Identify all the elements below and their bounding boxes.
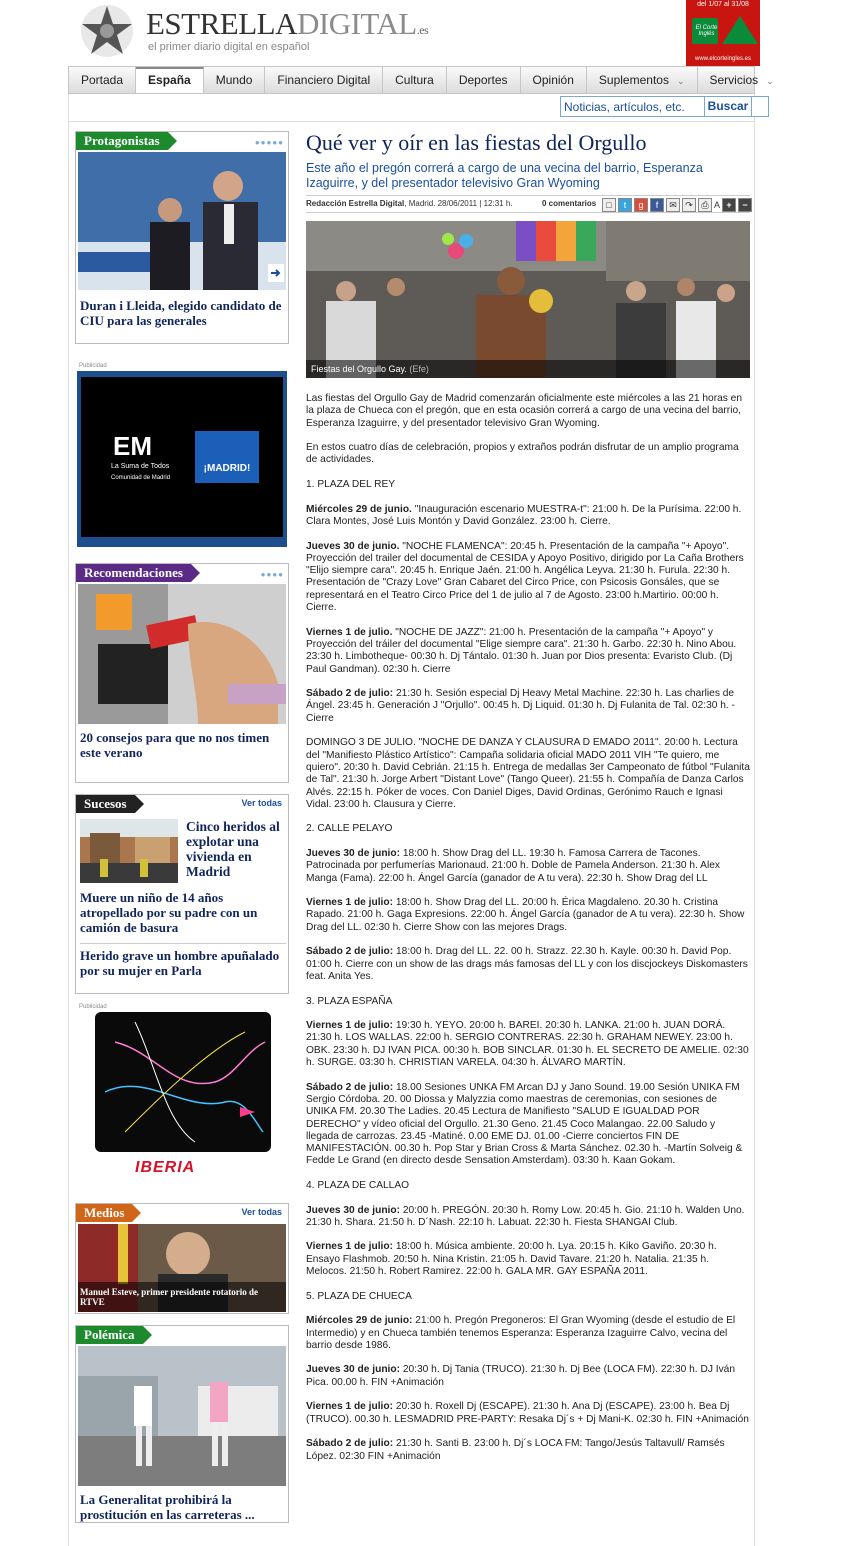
ad-url: www.elcorteingles.es — [694, 56, 752, 62]
paragraph-text: 5. PLAZA DE CHUECA — [306, 1290, 412, 1302]
article-paragraph — [306, 1315, 750, 1352]
medios-tab[interactable]: Medios — [76, 1204, 132, 1222]
iberia-ad[interactable] — [95, 1012, 271, 1152]
corte-ingles-logo-icon: El Corte Inglés — [692, 18, 718, 44]
sucesos-item-2[interactable]: Muere un niño de 14 años atropellado por su padre con un camión de basura — [80, 890, 258, 935]
duran-lleida-photo[interactable] — [78, 152, 286, 290]
nav-cultura[interactable]: Cultura — [383, 67, 447, 93]
recomendaciones-tab[interactable]: Recomendaciones — [76, 564, 191, 582]
corte-ingles-ad[interactable] — [686, 0, 760, 66]
carousel-dots[interactable]: ●●●● — [260, 570, 284, 579]
article-body — [306, 393, 750, 1475]
carretera-photo[interactable] — [78, 1346, 286, 1486]
sucesos-item-3[interactable]: Herido grave un hombre apuñalado por su mujer en Parla — [80, 948, 280, 978]
ad1-text2: Comunidad de Madrid — [111, 475, 171, 481]
recomendaciones-box — [75, 563, 289, 783]
article-paragraph — [306, 737, 750, 811]
recomendaciones-headline[interactable]: 20 consejos para que no nos timen este verano — [80, 730, 270, 760]
ad-dates: del 1/07 al 31/08 — [697, 1, 749, 8]
em-logo-icon: EM — [113, 431, 152, 461]
atm-photo[interactable] — [78, 584, 286, 724]
nav-servicios[interactable] — [698, 67, 786, 93]
nav-servicios-label: Servicios — [709, 73, 759, 87]
nav-deportes[interactable]: Deportes — [447, 67, 521, 93]
paragraph-text: 1. PLAZA DEL REY — [306, 479, 396, 491]
paragraph-day-label: Jueves 30 de junio: — [306, 847, 400, 859]
paragraph-text: "NOCHE FLAMENCA": 20:45 h. Presentación de la campaña "+ Apoyo". Proyección del trailer del documental de CESIDA y Apoyo Positivo, dirigido por La Caña Brothers "Elijo siempre cara". 20:45 h. Enrique Jaén. 21:00 h. Angélica Leyva. 21:30 h. Furula. 22:30 h. Presentación de "Crazy Love" Gran Cabaret del Circo Price, con Psicosis Gonsáles, que se representará en el Teatro Circo Price del 1 de julio al 7 de Agosto. 23:00 h.Martirio. 00:00 h. Cierre. — [306, 540, 744, 614]
article-paragraph — [306, 1401, 750, 1426]
chevron-down-icon: ⌄ — [766, 76, 774, 86]
article-paragraph — [306, 823, 750, 835]
medios-box — [75, 1203, 289, 1314]
facebook-icon[interactable]: f — [650, 198, 664, 212]
paragraph-text: "Inauguración escenario MUESTRA-t": 21:00 h. De la Purísima. 22:00 h. Clara Montes, José Luis Montón y David González. 23:00 h. Cierre. — [306, 503, 742, 527]
paragraph-day-label: Jueves 30 de junio: — [306, 1364, 400, 1376]
ad1-text1: La Suma de Todos — [111, 463, 170, 470]
article-title: Qué ver y oír en las fiestas del Orgullo — [306, 130, 647, 155]
iberia-logo: IBERIA — [135, 1159, 196, 1176]
photo-caption — [306, 360, 750, 378]
star-logo-icon[interactable] — [72, 2, 142, 60]
paragraph-text: 21:30 h. Sesión especial Dj Heavy Metal Machine. 22:30 h. Las charlies de Ángel. 23:45 h. Generación J "Orjullo". 00:45 h. Dj Liquid. 01:30 h. Dj Fulanita de Tal. 02:30 h. - Cierre — [306, 688, 735, 724]
article-paragraph — [306, 1241, 750, 1278]
search-button[interactable]: Buscar — [704, 96, 752, 117]
search-bar — [68, 94, 755, 122]
medios-caption[interactable]: Manuel Esteve, primer presidente rotatorio de RTVE — [80, 1287, 258, 1307]
article-dateline: , Madrid. 28/06/2011 | 12:31 h. — [404, 199, 513, 208]
nav-mundo[interactable]: Mundo — [204, 67, 266, 93]
ad-label: Publicidad — [79, 1004, 107, 1010]
email-icon[interactable]: ✉ — [666, 198, 680, 212]
triangle-icon — [722, 16, 758, 44]
site-header — [0, 0, 850, 66]
carousel-dots[interactable]: ●●●●● — [254, 138, 284, 147]
nav-opinion[interactable]: Opinión — [521, 67, 587, 93]
photo-source: (Efe) — [409, 364, 429, 374]
paragraph-day-label: Sábado 2 de julio: — [306, 946, 394, 958]
chevron-down-icon: ⌄ — [676, 76, 685, 86]
paragraph-text: 18:00 h. Música ambiente. 20:00 h. Lya. 20:15 h. Kiko Gaviño. 20:30 h. Ensayo Flashmob. 20:50 h. Nina Kristin. 21:05 h. David Tavare. 21:20 h. Natalia. 21:35 h. Melocos. 21:50 h. Robert Ramirez. 22:00 h. GALA MR. GAY ESPAÑA 2011. — [306, 1241, 717, 1278]
article-photo[interactable] — [306, 221, 750, 378]
polemica-headline[interactable]: La Generalitat prohibirá la prostitución en las carreteras ... — [80, 1492, 255, 1522]
article-paragraph — [306, 504, 750, 529]
ad1-text3: ¡MADRID! — [195, 431, 259, 483]
article-paragraph — [306, 1020, 750, 1069]
paragraph-text: "NOCHE DE JAZZ": 21:00 h. Presentación de la campaña "+ Apoyo" y Proyección del tráiler del documental "Elige siempre cara". 21:30 h. Garbo. 22:30 h. Nino Abou. 23:30 h. Limbotheque- 00:30 h. Dj Tántalo. 01:30 h. Juan por Dios presenta: Evaristo Club. (Dj Paul Gandman). 02:30 h. Cierre — [306, 626, 737, 675]
paragraph-text: 19:30 h. YEYO. 20:00 h. BAREI. 20:30 h. LANKA. 21:00 h. JUAN DORÁ. 21:30 h. LOS WALLAS. 22:00 h. SERGIO CONTRERAS. 22:30 h. GRAHAM NEWEY. 23:00 h. OBK. 23:30 h. DJ IVAN PICA. 00:30 h. BOB SINCLAR. 01:30 h. EL SECRETO DE AMELIE. 02:30 h. SURGE. 03:30 h. CHRISTIAN VARELA. 04:30 h. ÁLVARO MARTÍN. — [306, 1020, 749, 1069]
paragraph-day-label: Sábado 2 de julio: — [306, 1438, 394, 1450]
logo-suffix: .es — [416, 23, 429, 37]
comunidad-madrid-ad[interactable] — [77, 371, 287, 547]
protagonistas-headline[interactable]: Duran i Lleida, elegido candidato de CIU para las generales — [80, 298, 282, 328]
flight-map-icon — [95, 1012, 271, 1152]
comments-count[interactable]: 0 comentarios — [542, 199, 597, 208]
paragraph-text: 18:00 h. Drag del LL. 22. 00 h. Strazz. 22.30 h. Kayle. 00:30 h. David Pop. 01:00 h. Cierre con un show de las drags más famosas del LL y con los discjockeys Diskomasters feat. Anita Yes. — [306, 946, 748, 982]
share-tools — [602, 197, 752, 212]
article-paragraph — [306, 1180, 750, 1192]
paragraph-day-label: Jueves 30 de junio: — [306, 1204, 400, 1216]
comment-icon[interactable]: □ — [602, 198, 616, 212]
sucesos-box — [75, 794, 289, 994]
logo-accent: DIGITAL — [297, 6, 417, 41]
sucesos-tab[interactable]: Sucesos — [76, 795, 135, 813]
protagonistas-tab[interactable]: Protagonistas — [76, 132, 168, 150]
paragraph-day-label: Miércoles 29 de junio. — [306, 503, 412, 515]
font-size-icon: A — [714, 199, 721, 210]
article-author[interactable]: Redacción Estrella Digital — [306, 199, 405, 208]
paragraph-day-label: Viernes 1 de julio: — [306, 897, 394, 909]
paragraph-day-label: Viernes 1 de julio: — [306, 1401, 394, 1413]
font-increase-icon[interactable]: + — [722, 198, 736, 212]
polemica-box — [75, 1325, 289, 1523]
article-paragraph — [306, 946, 750, 983]
nav-financiero[interactable]: Financiero Digital — [265, 67, 383, 93]
site-logo[interactable] — [146, 6, 428, 42]
nav-espana[interactable]: España — [136, 67, 204, 93]
article-paragraph — [306, 897, 750, 934]
protagonistas-box — [75, 131, 289, 344]
article — [306, 130, 750, 1462]
article-paragraph — [306, 393, 750, 430]
paragraph-text: 18.00 Sesiones UNKA FM Arcan DJ y Jano Sound. 19.00 Sesión UNIKA FM Sergio Córdoba. 20. 00 Diossa y Malyzzia como maestras de ceremonias, con sesiones de UNIKA FM. 20.30 The Ladies. 20.45 Lectura de Manifiesto "SALUD E IGUALDAD POR DERECHO" y vídeo oficial del Orgullo. 21.30 Geno. 21.45 Coco Malangao. 22.00 Saludo y llegada de carrozas. 23.45 -Matiné. 0.00 EME DJ. 01.00 -Cierre conciertos FIN DE MANIFESTACIÓN. 00.30 h. Pop Star y Brian Cross & Marta Sánchez. 02.30 h. -Martín Solveig & Fedde Le Grand (en directo desde Sensation Amsterdam). 03:30 h. Kaan Gokam. — [306, 1081, 743, 1167]
paragraph-text: 3. PLAZA ESPAÑA — [306, 995, 393, 1007]
paragraph-day-label: Jueves 30 de junio. — [306, 540, 400, 552]
paragraph-text: 18:00 h. Show Drag del LL. 19:30 h. Famosa Carrera de Tacones. Patrocinada por perfumerías Marionaud. 21:00 h. Doble de Pamela Anderson. 21:30 h. Alex Manga (Fama). 22:00 h. Ángel García (ganador de A tu vera). 22:30 h. Show Drag del LL — [306, 847, 720, 884]
print-icon[interactable]: ⎙ — [698, 198, 712, 212]
paragraph-text: 18:00 h. Show Drag del LL. 20:00 h. Érica Magdaleno. 20.30 h. Cristina Rapado. 21:00 h. Gaga Expresions. 22:00 h. Ángel García (ganador de A tu vera). 22:30 h. Show Drag del LL. 02:30 h. Cierre Show con las mejores Drags. — [306, 897, 745, 933]
article-paragraph — [306, 996, 750, 1008]
share-icon[interactable]: ↷ — [682, 198, 696, 212]
google-icon[interactable]: g — [634, 198, 648, 212]
article-paragraph — [306, 541, 750, 615]
ad-label: Publicidad — [79, 363, 107, 369]
paragraph-text: Las fiestas del Orgullo Gay de Madrid comenzarán oficialmente este miércoles a las 21 horas en la plaza de Chueca con el pregón, que en esta ocasión correrá a cargo de una vecina del barrio, Esperanza Izaguirre, y del presentador televisivo Gran Wyoming. — [306, 393, 743, 429]
article-paragraph — [306, 627, 750, 676]
twitter-icon[interactable]: t — [618, 198, 632, 212]
site-tagline: el primer diario digital en español — [148, 41, 310, 53]
medios-see-all[interactable]: Ver todas — [241, 1207, 282, 1217]
paragraph-day-label: Miércoles 29 de junio: — [306, 1315, 413, 1327]
logo-main: ESTRELLA — [146, 6, 297, 41]
polemica-tab[interactable]: Polémica — [76, 1326, 143, 1344]
paragraph-day-label: Sábado 2 de julio: — [306, 688, 394, 700]
font-decrease-icon[interactable]: − — [738, 198, 752, 212]
paragraph-text: 20:30 h. Roxell Dj (ESCAPE). 21:30 h. Ana Dj (ESCAPE). 23:00 h. Bea Dj (TRUCO). 00.30 h. LESMADRID PRE-PARTY: Resaka Dj´s + Dj Mani-K. 02:30 h. FIN +Animación — [306, 1401, 749, 1425]
sucesos-see-all[interactable]: Ver todas — [241, 798, 282, 808]
explosion-photo[interactable] — [80, 819, 178, 883]
photo-caption-text: Fiestas del Orgullo Gay. — [311, 364, 407, 374]
paragraph-text: 2. CALLE PELAYO — [306, 823, 393, 835]
article-paragraph — [306, 479, 750, 491]
paragraph-text: 20:30 h. Dj Tania (TRUCO). 21:30 h. Dj Bee (LOCA FM). 22:30 h. DJ Iván Pica. 00.00 h. FIN +Animación — [306, 1364, 736, 1388]
sucesos-item-1[interactable]: Cinco heridos al explotar una vivienda en Madrid — [186, 819, 280, 879]
nav-suplementos[interactable] — [587, 67, 698, 93]
article-paragraph — [306, 1291, 750, 1303]
article-paragraph — [306, 442, 750, 467]
article-paragraph — [306, 1082, 750, 1168]
article-meta — [306, 195, 750, 213]
paragraph-day-label: Viernes 1 de julio: — [306, 1020, 394, 1032]
paragraph-text: 21:30 h. Santi B. 23:00 h. Dj´s LOCA FM: Tango/Jesús Taltavull/ Ramsés López. 02:30 FIN +Animación — [306, 1438, 725, 1462]
article-subtitle: Este año el pregón correrá a cargo de una vecina del barrio, Esperanza Izaguirre, y del presentador televisivo Gran Wyoming — [306, 161, 703, 190]
article-paragraph — [306, 848, 750, 885]
article-paragraph — [306, 1205, 750, 1230]
paragraph-text: En estos cuatro días de celebración, propios y extraños podrán disfrutar de un amplio programa de actividades. — [306, 442, 739, 466]
paragraph-day-label: Sábado 2 de julio: — [306, 1081, 394, 1093]
article-paragraph — [306, 1438, 750, 1463]
paragraph-day-label: Viernes 1 de julio: — [306, 1241, 394, 1253]
paragraph-text: 4. PLAZA DE CALLAO — [306, 1180, 410, 1191]
article-paragraph — [306, 1364, 750, 1389]
paragraph-text: DOMINGO 3 DE JULIO. "NOCHE DE DANZA Y CLAUSURA D EMADO 2011". 20:00 h. Lectura del "Manifiesto Plástico Artístico": Campaña solidaria oficial MADO 2011 VIH "Te quiero, me quiero". 20:30 h. David Cebrián. 21:15 h. Entrega de medallas 3er Campeonato de fútbol "Fulanita de Tal". 21:30 h. Jorge Arbert "Distant Love" (Tango Queer). 21:55 h. Compañía de Danza Carlos Alvés. 22:15 h. Póker de voces. Con Daniel Diges, David Ordinas, Gerónimo Rauch e Ignasi Vidal. 23:00 h. Clausura y Cierre. — [306, 737, 750, 810]
paragraph-text: 20:00 h. PREGÓN. 20:30 h. Romy Low. 20:45 h. Gio. 21:10 h. Walden Uno. 21:30 h. Shara. 21:50 h. D´Nash. 22:10 h. Labuat. 22:30 h. Fiesta SHANGAI Club. — [306, 1204, 745, 1228]
paragraph-day-label: Viernes 1 de julio. — [306, 626, 393, 638]
main-nav — [68, 66, 774, 94]
paragraph-text: 21:00 h. Pregón Pregoneros: El Gran Wyoming (desde el estudio de El Intermedio) y en Chueca también tenemos Esperanza: Esperanza Izaguirre Calvo, vecina del barrio desde 1986. — [306, 1315, 736, 1351]
nav-portada[interactable]: Portada — [69, 67, 136, 93]
article-paragraph — [306, 688, 750, 725]
nav-suplementos-label: Suplementos — [598, 73, 669, 87]
